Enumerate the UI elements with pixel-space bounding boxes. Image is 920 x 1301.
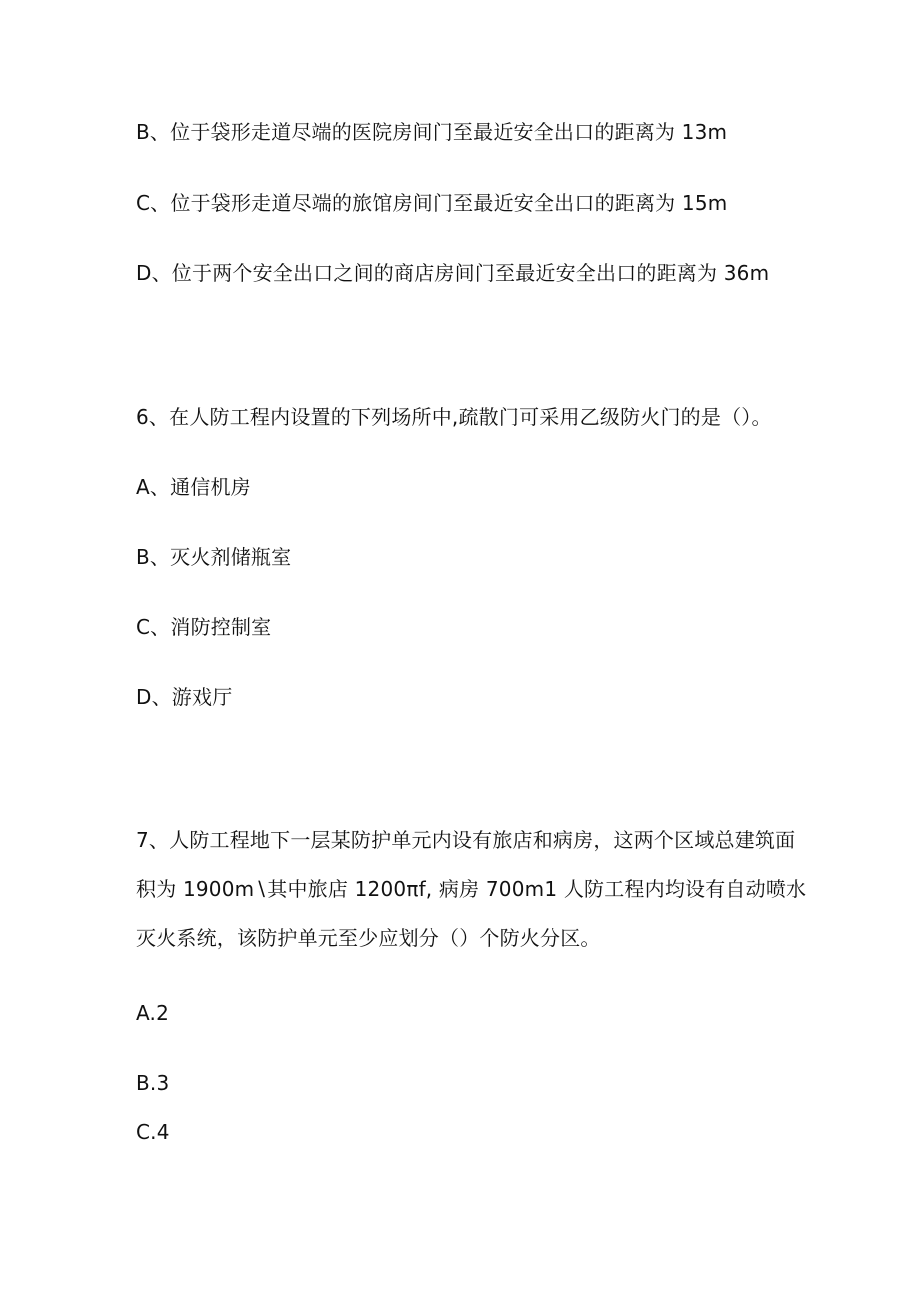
q7-stem-line-2: 积为 1900m∖其中旅店 1200πf, 病房 700m1 人防工程内均设有自动喷水 <box>136 877 807 901</box>
q6-stem: 6、在人防工程内设置的下列场所中,疏散门可采用乙级防火门的是（）。 <box>136 405 772 429</box>
q5-option-c: C、位于袋形走道尽端的旅馆房间门至最近安全出口的距离为 15m <box>136 191 728 215</box>
q6-option-b: B、灭火剂储瓶室 <box>136 545 292 569</box>
q7-option-a: A.2 <box>136 1001 170 1025</box>
q6-option-c: C、消防控制室 <box>136 615 272 639</box>
q7-option-b: B.3 <box>136 1071 170 1095</box>
q5-option-b: B、位于袋形走道尽端的医院房间门至最近安全出口的距离为 13m <box>136 120 728 144</box>
q6-option-a: A、通信机房 <box>136 475 251 499</box>
q7-stem-line-3: 灭火系统，该防护单元至少应划分（）个防火分区。 <box>136 926 601 950</box>
q7-option-c: C.4 <box>136 1120 170 1144</box>
q5-option-d: D、位于两个安全出口之间的商店房间门至最近安全出口的距离为 36m <box>136 261 770 285</box>
q7-stem-line-1: 7、人防工程地下一层某防护单元内设有旅店和病房，这两个区域总建筑面 <box>136 828 796 852</box>
q6-option-d: D、游戏厅 <box>136 685 233 709</box>
